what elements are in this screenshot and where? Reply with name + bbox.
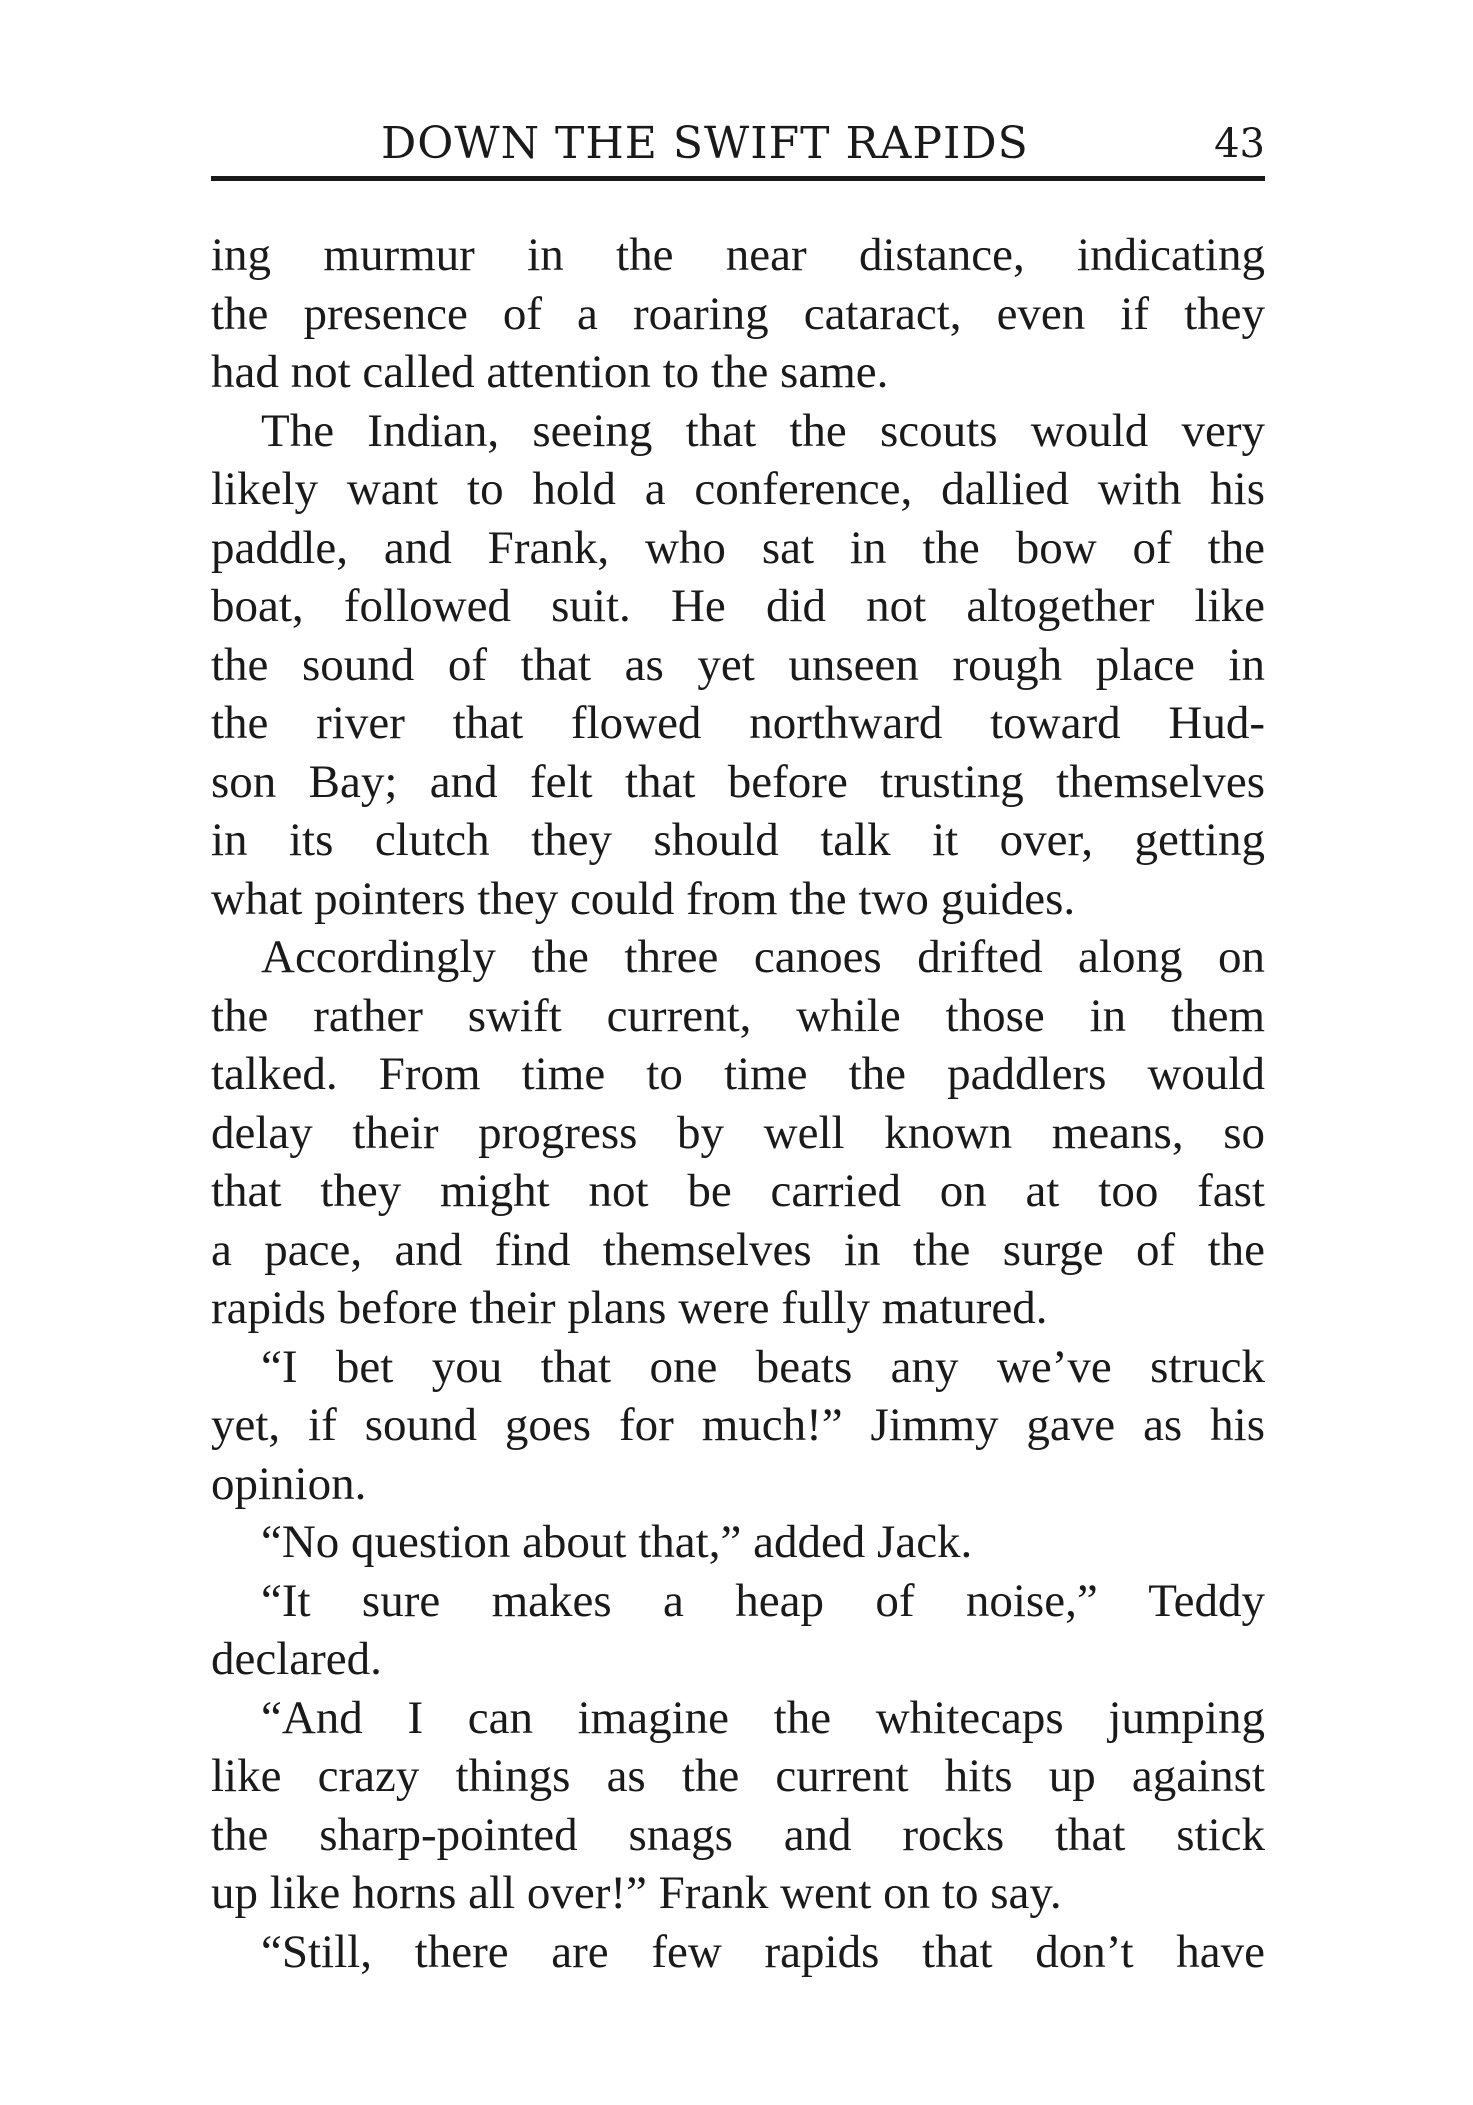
text-line: had not called attention to the same. <box>211 346 889 398</box>
text-line: delay their progress by well known means, so <box>211 1106 1265 1159</box>
text-line: “It sure makes a heap of noise,” Teddy <box>261 1574 1265 1627</box>
text-line: The Indian, seeing that the scouts would very <box>261 404 1265 457</box>
running-title: DOWN THE SWIFT RAPIDS <box>381 118 1029 169</box>
text-line: opinion. <box>211 1457 367 1510</box>
text-line: “I bet you that one beats any we’ve struck <box>261 1340 1265 1393</box>
text-line: the river that flowed northward toward Hud- <box>211 697 1265 749</box>
text-line: like crazy things as the current hits up against <box>211 1750 1265 1802</box>
text-line: son Bay; and felt that before trusting themselves <box>211 755 1265 808</box>
text-line: in its clutch they should talk it over, getting <box>211 814 1265 866</box>
text-line: the rather swift current, while those in them <box>211 989 1265 1042</box>
text-line: the sound of that as yet unseen rough place in <box>211 638 1265 691</box>
text-line: the presence of a roaring cataract, even if they <box>211 287 1265 340</box>
text-line: “And I can imagine the whitecaps jumping <box>261 1691 1265 1744</box>
text-line: the sharp-pointed snags and rocks that stick <box>211 1808 1265 1861</box>
page-header <box>211 112 1265 176</box>
header-rule <box>211 176 1265 181</box>
text-line: Accordingly the three canoes drifted along on <box>261 931 1265 983</box>
page-number: 43 <box>1214 121 1265 167</box>
text-line: boat, followed suit. He did not altogether like <box>211 580 1265 632</box>
text-line: rapids before their plans were fully matured. <box>211 1282 1048 1334</box>
text-line: a pace, and find themselves in the surge of the <box>211 1223 1265 1276</box>
text-line: paddle, and Frank, who sat in the bow of the <box>211 521 1265 574</box>
text-line: likely want to hold a conference, dallied with his <box>211 463 1265 515</box>
text-line: ing murmur in the near distance, indicating <box>211 229 1265 281</box>
text-line: declared. <box>211 1633 382 1685</box>
text-line: “No question about that,” added Jack. <box>261 1516 973 1568</box>
text-line: what pointers they could from the two guides. <box>211 872 1076 925</box>
body-text <box>211 226 1265 1981</box>
text-line: that they might not be carried on at too fast <box>211 1165 1265 1217</box>
text-line: up like horns all over!” Frank went on to say. <box>211 1867 1062 1919</box>
text-line: “Still, there are few rapids that don’t have <box>261 1925 1265 1978</box>
text-line: yet, if sound goes for much!” Jimmy gave as his <box>211 1399 1265 1451</box>
text-line: talked. From time to time the paddlers would <box>211 1048 1265 1100</box>
